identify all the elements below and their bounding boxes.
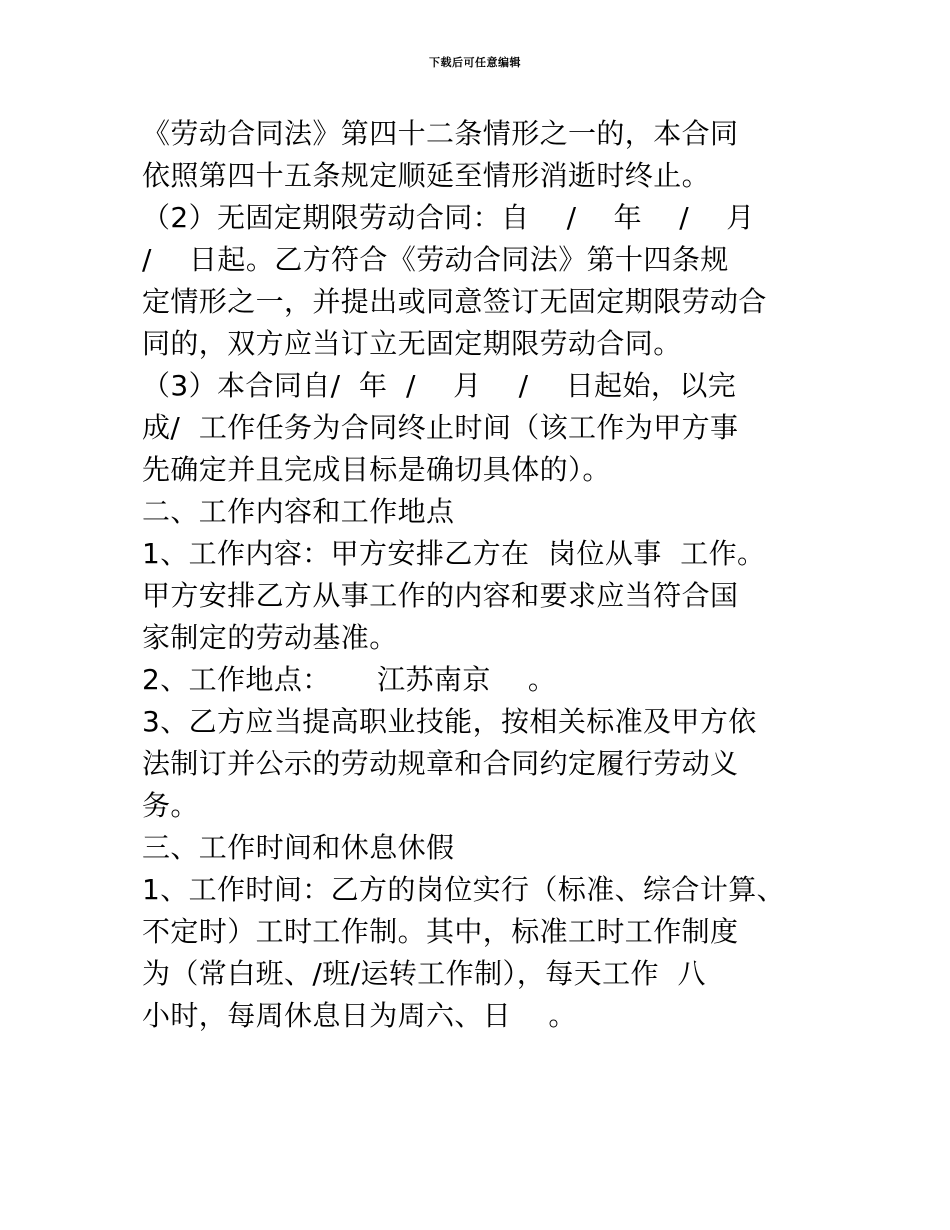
text-line: 《劳动合同法》第四十二条情形之一的，本合同 [142,117,739,150]
text-line: 同的，双方应当订立无固定期限劳动合同。 [142,327,682,360]
text-line: 定情形之一，并提出或同意签订无固定期限劳动合 [142,285,767,318]
text-line: 法制订并公示的劳动规章和合同约定履行劳动义 [142,747,739,780]
text-line: 小时，每周休息日为周六、日 。 [142,999,577,1032]
text-line: 家制定的劳动基准。 [142,621,398,654]
page-header: 下载后可任意编辑 [429,56,521,69]
text-line: 先确定并且完成目标是确切具体的）。 [142,453,611,486]
section-heading: 三、工作时间和休息休假 [142,831,455,864]
text-line: 务。 [142,789,199,822]
text-line: 1、工作时间：乙方的岗位实行（标准、综合计算、 [142,873,786,906]
text-line: （2）无固定期限劳动合同：自 / 年 / 月 [142,201,755,234]
contract-body [142,113,842,1037]
text-line: 依照第四十五条规定顺延至情形消逝时终止。 [142,159,711,192]
text-line: 1、工作内容：甲方安排乙方在 岗位从事 工作。 [142,537,766,570]
text-line: 为（常白班、/班/运转工作制），每天工作 八 [142,957,706,990]
text-line: 3、乙方应当提高职业技能，按相关标准及甲方依 [142,705,757,738]
text-line: （3）本合同自/ 年 / 月 / 日起始，以完 [142,369,737,402]
text-line: 甲方安排乙方从事工作的内容和要求应当符合国 [142,579,739,612]
text-line: / 日起。乙方符合《劳动合同法》第十四条规 [142,243,729,276]
section-heading: 二、工作内容和工作地点 [142,495,455,528]
text-line: 2、工作地点： 江苏南京 。 [142,663,557,696]
text-line: 成/ 工作任务为合同终止时间（该工作为甲方事 [142,411,739,444]
text-line: 不定时）工时工作制。其中，标准工时工作制度 [142,915,739,948]
